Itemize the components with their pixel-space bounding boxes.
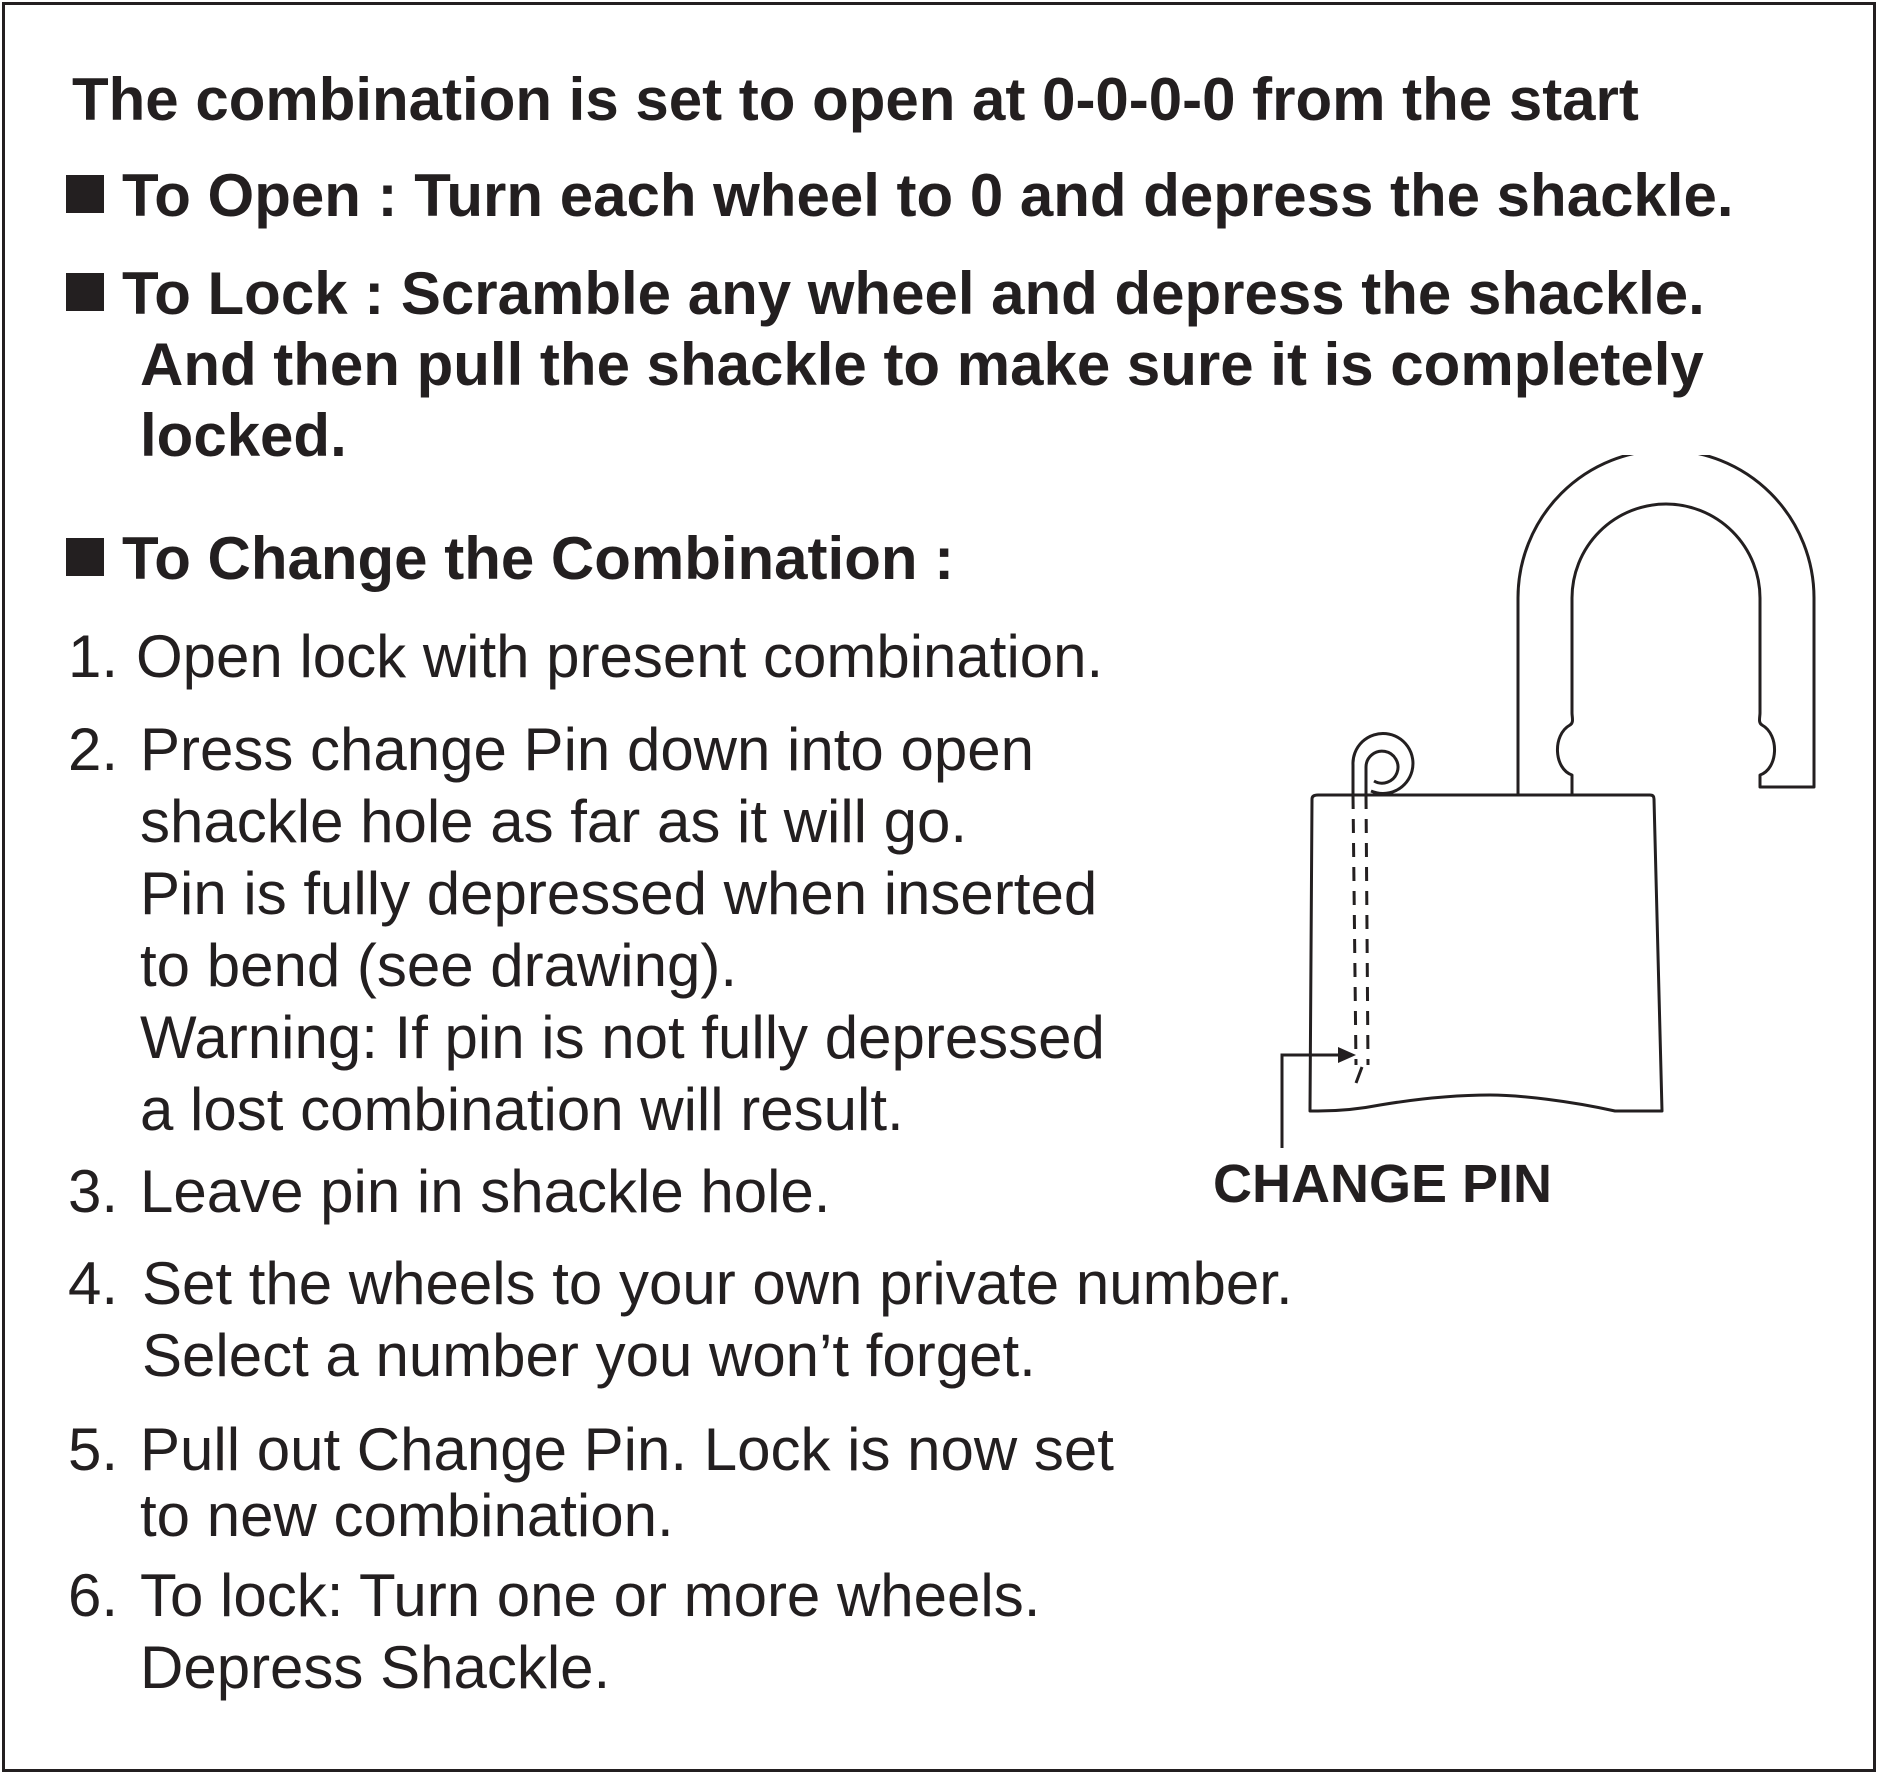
step-2-line-2: shackle hole as far as it will go. [140, 788, 968, 855]
lock-instruction [66, 258, 1705, 330]
lock-heading: To Lock : [122, 260, 385, 327]
step-4-line-2: Select a number you won’t forget. [142, 1322, 1036, 1389]
change-pin-label: CHANGE PIN [1213, 1154, 1553, 1214]
bullet-square-icon [66, 273, 104, 311]
step-2-line-6: a lost combination will result. [140, 1076, 904, 1143]
lock-text-line-3: locked. [140, 402, 347, 469]
change-heading: To Change the Combination : [122, 525, 955, 592]
bullet-square-icon [66, 538, 104, 576]
step-3-line-1: Leave pin in shackle hole. [140, 1158, 831, 1225]
step-2-number: 2. [68, 716, 119, 783]
title: The combination is set to open at 0-0-0-0 from the start [72, 66, 1639, 133]
step-4-line-1: Set the wheels to your own private number. [142, 1250, 1293, 1317]
step-2-line-1: Press change Pin down into open [140, 716, 1034, 783]
shackle-icon [1518, 455, 1814, 795]
step-6-line-1: To lock: Turn one or more wheels. [140, 1562, 1041, 1629]
step-2-line-3: Pin is fully depressed when inserted [140, 860, 1098, 927]
step-6-line-2: Depress Shackle. [140, 1634, 611, 1701]
step-5-number: 5. [68, 1416, 119, 1483]
step-5-line-1: Pull out Change Pin. Lock is now set [140, 1416, 1114, 1483]
lock-text: Scramble any wheel and depress the shackle. [400, 260, 1705, 327]
step-1-line-1: Open lock with present combination. [136, 623, 1104, 690]
step-2-line-5: Warning: If pin is not fully depressed [140, 1004, 1105, 1071]
step-1-number: 1. [68, 623, 119, 690]
step-2-line-4: to bend (see drawing). [140, 932, 738, 999]
open-text: Turn each wheel to 0 and depress the shackle. [414, 162, 1734, 229]
open-instruction [66, 160, 1734, 232]
bullet-square-icon [66, 175, 104, 213]
step-5-line-2: to new combination. [140, 1482, 674, 1549]
step-3-number: 3. [68, 1158, 119, 1225]
lock-body-icon [1310, 795, 1662, 1111]
open-heading: To Open : [122, 162, 398, 229]
lock-text-line-2: And then pull the shackle to make sure it is completely [140, 331, 1704, 398]
step-6-number: 6. [68, 1562, 119, 1629]
step-4-number: 4. [68, 1250, 119, 1317]
padlock-icon [1270, 455, 1830, 1155]
change-heading-row [66, 523, 954, 595]
